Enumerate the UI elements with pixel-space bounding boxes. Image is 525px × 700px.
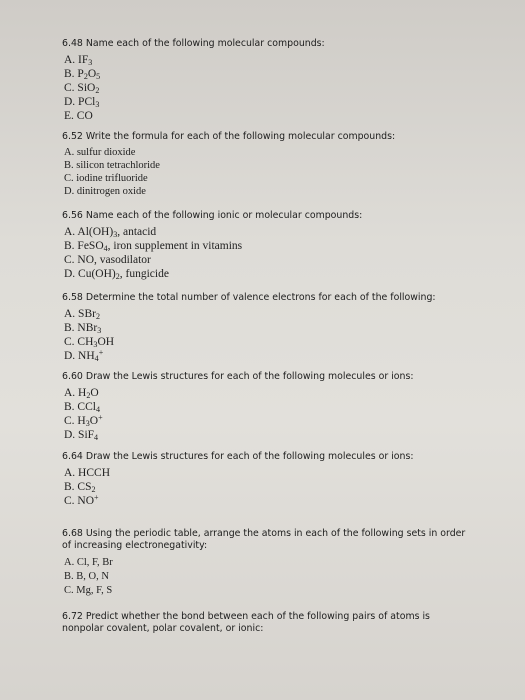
item-text: C. NO [64, 495, 95, 507]
question-item [64, 54, 92, 66]
question-item [64, 160, 160, 171]
question-heading: 6.58 Determine the total number of valence electrons for each of the following: [62, 292, 436, 303]
item-text: B. FeSO [64, 240, 104, 252]
subscript: 3 [95, 100, 100, 109]
item-text: , iron supplement in vitamins [107, 240, 243, 252]
question-item [64, 147, 135, 158]
item-text: , fungicide [119, 268, 169, 280]
subscript: 3 [113, 230, 118, 239]
item-text: A. HCCH [64, 467, 111, 479]
item-text: A. IF [64, 54, 89, 66]
item-text: B. silicon tetrachloride [64, 160, 160, 171]
item-text: D. NH [64, 350, 95, 362]
question-heading: 6.48 Name each of the following molecular compounds: [62, 38, 325, 49]
item-text: C. iodine trifluoride [64, 173, 148, 184]
subscript: 5 [96, 72, 101, 81]
question-item [64, 415, 103, 427]
question-item [64, 254, 151, 266]
superscript: + [94, 493, 99, 502]
question-item [64, 557, 113, 568]
question-item [64, 82, 99, 94]
subscript: 2 [115, 272, 120, 281]
question-item [64, 350, 103, 362]
subscript: 3 [97, 326, 102, 335]
question-heading: 6.72 Predict whether the bond between each of the following pairs of atoms is nonpolar covalent, polar covalent, or ionic: [62, 611, 430, 634]
question-item [64, 585, 112, 596]
item-text: B. P [64, 68, 84, 80]
subscript: 2 [91, 485, 96, 494]
question-item [64, 467, 110, 479]
subscript: 4 [94, 354, 99, 363]
question-item [64, 336, 114, 348]
item-text: C. Mg, F, S [64, 585, 113, 596]
question-heading: 6.56 Name each of the following ionic or molecular compounds: [62, 210, 363, 221]
question-heading: 6.64 Draw the Lewis structures for each of the following molecules or ions: [62, 451, 414, 462]
item-text: O [89, 415, 99, 427]
subscript: 3 [88, 58, 93, 67]
subscript: 3 [85, 419, 90, 428]
item-text: E. CO [64, 110, 93, 122]
item-text: OH [97, 336, 115, 348]
question-item [64, 96, 99, 108]
question-item [64, 268, 169, 280]
question-item [64, 387, 99, 399]
question-item [64, 322, 101, 334]
question-item [64, 571, 109, 582]
item-text: D. PCl [64, 96, 96, 108]
item-text: A. SBr [64, 308, 96, 320]
item-text: C. H [64, 415, 86, 427]
item-text: O [90, 387, 99, 399]
question-item [64, 173, 148, 184]
item-text: B. NBr [64, 322, 98, 334]
question-item [64, 240, 242, 252]
item-text: A. sulfur dioxide [64, 147, 136, 158]
item-text: D. SiF [64, 429, 95, 441]
item-text: A. Al(OH) [64, 226, 114, 238]
item-text: C. NO, vasodilator [64, 254, 151, 266]
subscript: 4 [95, 405, 100, 414]
question-item [64, 68, 100, 80]
item-text: C. SiO [64, 82, 96, 94]
subscript: 4 [103, 244, 108, 253]
item-text: A. Cl, F, Br [64, 557, 113, 568]
question-item [64, 186, 146, 197]
question-item [64, 481, 96, 493]
question-item [64, 429, 98, 441]
superscript: + [98, 413, 103, 422]
subscript: 2 [95, 86, 100, 95]
item-text: A. H [64, 387, 87, 399]
item-text: B. CCl [64, 401, 96, 413]
question-item [64, 226, 156, 238]
item-text: D. Cu(OH) [64, 268, 116, 280]
question-heading: 6.68 Using the periodic table, arrange the atoms in each of the following sets in order of increasing electronegativity: [62, 528, 466, 551]
item-text: C. CH [64, 336, 94, 348]
subscript: 2 [86, 391, 91, 400]
subscript: 2 [95, 312, 100, 321]
item-text: , antacid [117, 226, 157, 238]
item-text: B. B, O, N [64, 571, 109, 582]
subscript: 3 [93, 340, 98, 349]
item-text: O [87, 68, 97, 80]
question-item [64, 110, 93, 122]
subscript: 4 [94, 433, 99, 442]
superscript: + [98, 348, 104, 357]
question-item [64, 495, 99, 507]
item-text: D. dinitrogen oxide [64, 186, 146, 197]
item-text: B. CS [64, 481, 92, 493]
question-heading: 6.60 Draw the Lewis structures for each of the following molecules or ions: [62, 371, 414, 382]
subscript: 2 [83, 72, 88, 81]
question-heading: 6.52 Write the formula for each of the following molecular compounds: [62, 131, 396, 142]
question-item [64, 401, 100, 413]
question-item [64, 308, 100, 320]
